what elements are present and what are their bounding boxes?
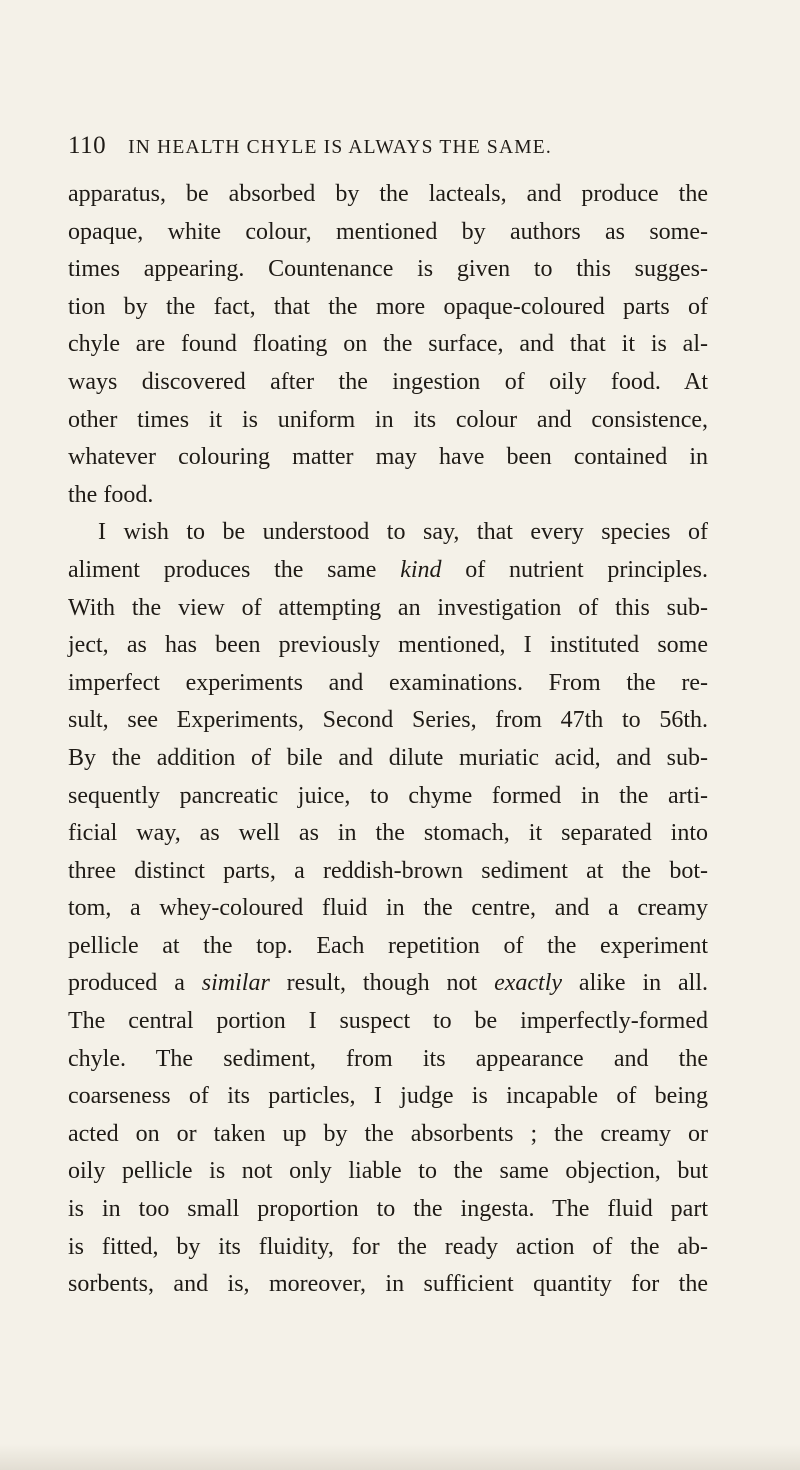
- page-number: 110: [68, 132, 107, 159]
- body-line-10: I wish to be understood to say, that every species of: [98, 519, 708, 546]
- body-line-16: By the addition of bile and dilute muriatic acid, and sub-: [68, 744, 708, 771]
- body-line-27: oily pellicle is not only liable to the same objection, but: [68, 1158, 708, 1185]
- body-line-2: opaque, white colour, mentioned by authors as some-: [68, 218, 708, 245]
- body-line-7: other times it is uniform in its colour and consistence,: [68, 406, 708, 433]
- page-bottom-edge: [0, 1444, 800, 1470]
- italic-exactly: exactly: [494, 970, 563, 997]
- running-head: [68, 132, 708, 164]
- body-line-21: pellicle at the top. Each repetition of the experiment: [68, 932, 708, 959]
- body-line-15: sult, see Experiments, Second Series, from 47th to 56th.: [68, 707, 708, 734]
- body-line-30: sorbents, and is, moreover, in sufficient quantity for the: [68, 1271, 708, 1298]
- body-line-6: ways discovered after the ingestion of oily food. At: [68, 368, 708, 395]
- body-line-13: ject, as has been previously mentioned, I instituted some: [68, 632, 708, 659]
- body-line-28: is in too small proportion to the ingesta. The fluid part: [68, 1196, 708, 1223]
- line-22-text-after: alike in all.: [562, 970, 709, 997]
- body-line-24: chyle. The sediment, from its appearance and the: [68, 1045, 708, 1072]
- body-line-9: the food.: [68, 481, 154, 508]
- body-line-5: chyle are found floating on the surface, and that it is al-: [68, 331, 708, 358]
- body-line-17: sequently pancreatic juice, to chyme formed in the arti-: [68, 782, 708, 809]
- body-line-8: whatever colouring matter may have been contained in: [68, 444, 708, 471]
- body-line-18: ficial way, as well as in the stomach, it separated into: [68, 820, 708, 847]
- body-text: [68, 176, 708, 1304]
- body-line-19: three distinct parts, a reddish-brown sediment at the bot-: [68, 857, 708, 884]
- body-line-22: [68, 965, 708, 1003]
- body-line-14: imperfect experiments and examinations. From the re-: [68, 669, 708, 696]
- italic-kind: kind: [400, 556, 442, 583]
- line-22-text-middle: result, though not: [269, 970, 495, 997]
- body-line-11: [68, 552, 708, 590]
- running-title: IN HEALTH CHYLE IS ALWAYS THE SAME.: [128, 137, 552, 158]
- line-22-text-before: produced a: [68, 970, 202, 997]
- body-line-20: tom, a whey-coloured fluid in the centre, and a creamy: [68, 895, 708, 922]
- italic-similar: similar: [201, 970, 270, 997]
- line-11-text-before: aliment produces the same: [68, 556, 401, 583]
- body-line-29: is fitted, by its fluidity, for the ready action of the ab-: [68, 1233, 708, 1260]
- body-line-26: acted on or taken up by the absorbents ; the creamy or: [68, 1120, 708, 1147]
- body-line-4: tion by the fact, that the more opaque-coloured parts of: [68, 293, 708, 320]
- body-line-25: coarseness of its particles, I judge is incapable of being: [68, 1083, 708, 1110]
- body-line-3: times appearing. Countenance is given to this sugges-: [68, 256, 708, 283]
- body-line-12: With the view of attempting an investigation of this sub-: [68, 594, 708, 621]
- body-line-23: The central portion I suspect to be imperfectly-formed: [68, 1008, 708, 1035]
- line-11-text-after: of nutrient principles.: [441, 556, 708, 583]
- body-line-1: apparatus, be absorbed by the lacteals, and produce the: [68, 181, 708, 207]
